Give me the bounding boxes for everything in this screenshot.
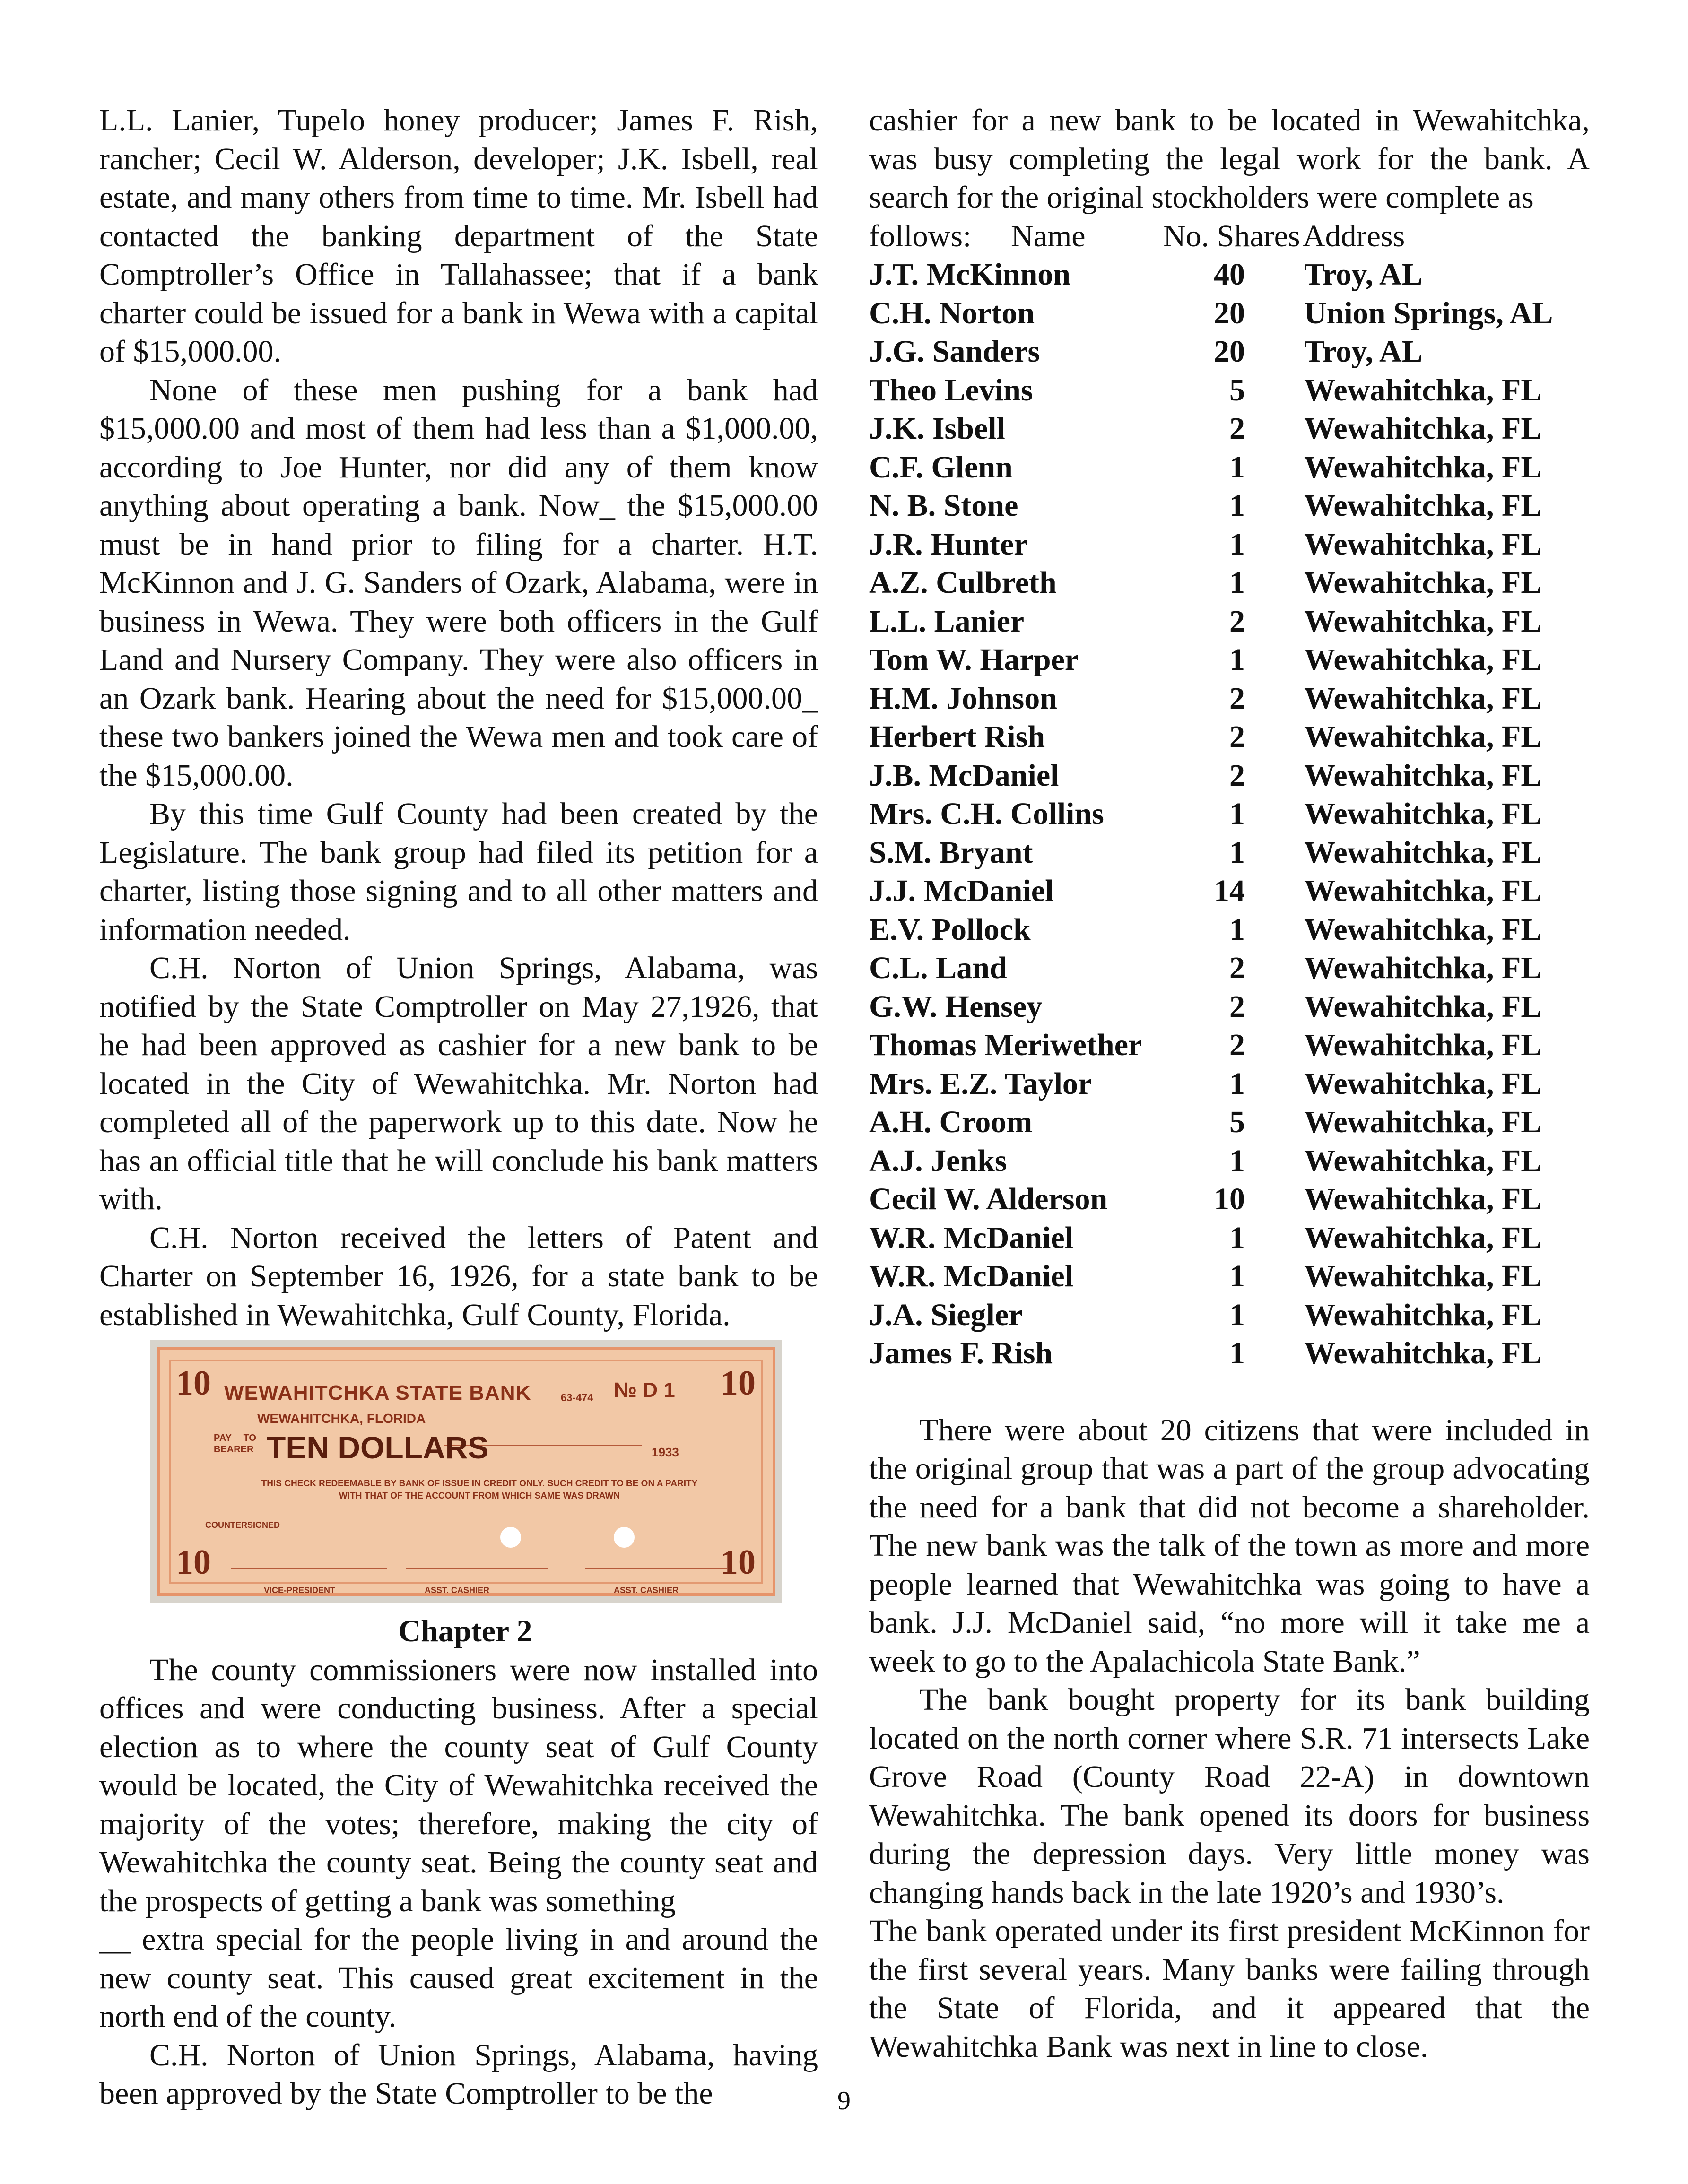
- shareholder-address: Wewahitchka, FL: [1304, 681, 1542, 716]
- shareholder-address: Wewahitchka, FL: [1304, 989, 1542, 1024]
- header-name: Name: [1011, 218, 1086, 253]
- shareholder-row: [869, 525, 1590, 564]
- note-year: 1933: [652, 1445, 679, 1459]
- paragraph: L.L. Lanier, Tupelo honey producer; James F. Rish, rancher; Cecil W. Alderson, developer; J.K. Isbell, real estate, and many others from time to time. Mr. Isbell had contacted the banking department of the State Comptroller’s Office in Tallahassee; that if a bank charter could be issued for a bank in Wewa with a capital of $15,000.00.: [99, 103, 818, 369]
- shareholder-address: Wewahitchka, FL: [1304, 835, 1542, 870]
- shareholder-address: Wewahitchka, FL: [1304, 450, 1542, 485]
- paragraph: __ extra special for the people living in and around the new county seat. This caused great excitement in the north end of the county.: [99, 1922, 818, 2034]
- shareholder-name: Theo Levins: [869, 373, 1033, 407]
- shareholder-name: A.Z. Culbreth: [869, 565, 1057, 600]
- shareholder-row: [869, 1296, 1590, 1335]
- shareholder-row: [869, 255, 1590, 294]
- corner-value-top-right: 10: [721, 1364, 756, 1403]
- shareholder-address: Wewahitchka, FL: [1304, 1143, 1542, 1178]
- shareholder-row: [869, 409, 1590, 448]
- shareholder-address: Troy, AL: [1304, 334, 1423, 369]
- corner-value-top-left: 10: [176, 1364, 211, 1403]
- signature-label: VICE-PRESIDENT: [264, 1586, 336, 1595]
- routing-number: 63-474: [561, 1392, 593, 1404]
- shareholder-row: [869, 1142, 1590, 1180]
- header-follows: follows:: [869, 218, 972, 253]
- paragraph: C.H. Norton of Union Springs, Alabama, having been approved by the State Comptroller to be the: [99, 2037, 818, 2111]
- signature-label: ASST. CASHIER: [425, 1586, 490, 1595]
- shareholder-name: J.G. Sanders: [869, 334, 1040, 369]
- shareholder-name: C.H. Norton: [869, 295, 1035, 330]
- serial-number: № D 1: [614, 1378, 675, 1402]
- bank-location: WEWAHITCHKA, FLORIDA: [257, 1411, 426, 1426]
- shareholder-shares: 5: [1229, 373, 1245, 407]
- shareholder-row: [869, 1334, 1590, 1373]
- shareholder-shares: 2: [1229, 951, 1245, 985]
- denomination: TEN DOLLARS: [267, 1430, 489, 1465]
- shareholder-name: L.L. Lanier: [869, 604, 1025, 639]
- shareholder-row: [869, 756, 1590, 795]
- shareholder-address: Wewahitchka, FL: [1304, 1297, 1542, 1332]
- shareholder-row: [869, 1219, 1590, 1257]
- shareholder-row: [869, 641, 1590, 679]
- shareholder-shares: 1: [1229, 1297, 1245, 1332]
- shareholder-row: [869, 679, 1590, 718]
- shareholder-shares: 10: [1214, 1182, 1245, 1216]
- paragraph: None of these men pushing for a bank had $15,000.00 and most of them had less than a $1,000.00, according to Joe Hunter, nor did any of them know anything about operating a bank. Now_ the $15,000.00 must be in hand prior to filing for a charter. H.T. McKinnon and J. G. Sanders of Ozark, Alabama, were in business in Wewa. They were both officers in the Gulf Land and Nursery Company. They were also officers in an Ozark bank. Hearing about the need for $15,000.00_ these two bankers joined the Wewa men and took care of the $15,000.00.: [99, 373, 818, 793]
- shareholder-address: Wewahitchka, FL: [1304, 642, 1542, 677]
- shareholder-row: [869, 332, 1590, 371]
- punch-hole: [614, 1527, 635, 1548]
- shareholder-name: N. B. Stone: [869, 488, 1018, 523]
- paragraph: The bank operated under its first president McKinnon for the first several years. Many banks were failing through the State of Florida, and it appeared that the Wewahitchka Bank was next in line to close.: [869, 1914, 1590, 2064]
- shareholder-shares: 1: [1229, 835, 1245, 870]
- shareholder-name: J.B. McDaniel: [869, 758, 1059, 793]
- paragraph: The bank bought property for its bank building located on the north corner where S.R. 71 intersects Lake Grove Road (County Road 22-A) in downtown Wewahitchka. The bank opened its doors for business during the depression days. Very little money was changing hands back in the late 1920’s and 1930’s.: [869, 1682, 1590, 1910]
- chapter-heading: Chapter 2: [398, 1614, 532, 1648]
- corner-value-bottom-left: 10: [176, 1543, 211, 1582]
- shareholder-shares: 2: [1229, 411, 1245, 446]
- paragraph: C.H. Norton of Union Springs, Alabama, was notified by the State Comptroller on May 27,1926, that he had been approved as cashier for a new bank to be located in the City of Wewahitchka. Mr. Norton had completed all of the paperwork up to this date. Now he has an official title that he will conclude his bank matters with.: [99, 951, 818, 1216]
- shareholder-name: J.J. McDaniel: [869, 874, 1054, 908]
- left-column: [99, 101, 818, 2113]
- shareholder-shares: 2: [1229, 604, 1245, 639]
- shareholder-address: Wewahitchka, FL: [1304, 565, 1542, 600]
- banknote-photo: [150, 1340, 782, 1603]
- shareholder-shares: 1: [1229, 1220, 1245, 1255]
- shareholder-shares: 1: [1229, 642, 1245, 677]
- shareholder-address: Wewahitchka, FL: [1304, 912, 1542, 947]
- fine-print-line: THIS CHECK REDEEMABLE BY BANK OF ISSUE IN CREDIT ONLY. SUCH CREDIT TO BE ON A PARITY: [261, 1479, 698, 1489]
- shareholder-shares: 1: [1229, 450, 1245, 485]
- shareholder-name: C.F. Glenn: [869, 450, 1013, 485]
- shareholder-name: Mrs. C.H. Collins: [869, 797, 1104, 831]
- pay-to-label: PAY TO BEARER: [214, 1433, 256, 1455]
- shareholder-row: [869, 602, 1590, 641]
- shareholder-address: Wewahitchka, FL: [1304, 1066, 1542, 1101]
- shareholder-row: [869, 486, 1590, 525]
- shareholder-row: [869, 988, 1590, 1026]
- shareholder-address: Wewahitchka, FL: [1304, 951, 1542, 985]
- shareholder-address: Wewahitchka, FL: [1304, 1182, 1542, 1216]
- signature-label: ASST. CASHIER: [614, 1586, 679, 1595]
- bank-name: WEWAHITCHKA STATE BANK: [224, 1381, 531, 1404]
- shareholder-name: A.J. Jenks: [869, 1143, 1007, 1178]
- shareholder-shares: 20: [1214, 295, 1245, 330]
- right-column: [869, 101, 1590, 2066]
- shareholder-name: J.R. Hunter: [869, 527, 1028, 562]
- shareholder-shares: 5: [1229, 1105, 1245, 1139]
- shareholder-shares: 1: [1229, 565, 1245, 600]
- shareholder-row: [869, 448, 1590, 487]
- paragraph: C.H. Norton received the letters of Patent and Charter on September 16, 1926, for a state bank to be established in Wewahitchka, Gulf County, Florida.: [99, 1220, 818, 1332]
- fine-print-line: WITH THAT OF THE ACCOUNT FROM WHICH SAME WAS DRAWN: [339, 1491, 620, 1501]
- shareholder-name: Herbert Rish: [869, 719, 1045, 754]
- page-number: 9: [837, 2086, 851, 2115]
- shareholder-name: G.W. Hensey: [869, 989, 1043, 1024]
- spacer: [869, 1373, 1590, 1411]
- signature-line: [231, 1568, 387, 1569]
- shareholder-name: James F. Rish: [869, 1336, 1053, 1370]
- shareholder-shares: 1: [1229, 1066, 1245, 1101]
- shareholder-address: Wewahitchka, FL: [1304, 1105, 1542, 1139]
- shareholder-name: J.K. Isbell: [869, 411, 1005, 446]
- shareholder-row: [869, 371, 1590, 410]
- shareholder-shares: 14: [1214, 874, 1245, 908]
- shareholder-row: [869, 910, 1590, 949]
- shareholder-shares: 2: [1229, 719, 1245, 754]
- shareholder-address: Wewahitchka, FL: [1304, 719, 1542, 754]
- paragraph: cashier for a new bank to be located in Wewahitchka, was busy completing the legal work for the bank. A search for the original stockholders were complete as: [869, 103, 1590, 215]
- corner-value-bottom-right: 10: [721, 1543, 756, 1582]
- shareholder-shares: 2: [1229, 989, 1245, 1024]
- shareholder-shares: 20: [1214, 334, 1245, 369]
- shareholder-shares: 2: [1229, 681, 1245, 716]
- shareholder-address: Wewahitchka, FL: [1304, 488, 1542, 523]
- shareholder-shares: 1: [1229, 912, 1245, 947]
- fine-print: [219, 1478, 740, 1502]
- shareholder-address: Wewahitchka, FL: [1304, 758, 1542, 793]
- shareholder-row: [869, 949, 1590, 988]
- shareholder-shares: 1: [1229, 797, 1245, 831]
- shareholder-row: [869, 1065, 1590, 1103]
- punch-hole: [500, 1527, 521, 1548]
- shareholder-name: W.R. McDaniel: [869, 1220, 1074, 1255]
- shareholder-name: C.L. Land: [869, 951, 1007, 985]
- signature-line: [406, 1568, 548, 1569]
- shareholder-shares: 1: [1229, 527, 1245, 562]
- shareholder-address: Wewahitchka, FL: [1304, 527, 1542, 562]
- shareholder-table-header: [869, 217, 1590, 256]
- countersigned-label: COUNTERSIGNED: [205, 1520, 280, 1530]
- shareholder-shares: 40: [1214, 257, 1245, 292]
- banknote-face: [157, 1347, 775, 1596]
- paragraph: There were about 20 citizens that were included in the original group that was a part of the group advocating the need for a bank that did not become a shareholder. The new bank was the talk of the town as more and more people learned that Wewahitchka was going to have a bank. J.J. McDaniel said, “no more will it take me a week to go to the Apalachicola State Bank.”: [869, 1413, 1590, 1679]
- shareholder-row: [869, 872, 1590, 910]
- shareholder-name: Tom W. Harper: [869, 642, 1079, 677]
- shareholder-name: S.M. Bryant: [869, 835, 1033, 870]
- shareholder-address: Wewahitchka, FL: [1304, 1259, 1542, 1293]
- shareholder-shares: 1: [1229, 1336, 1245, 1370]
- shareholder-row: [869, 1026, 1590, 1065]
- shareholder-name: Cecil W. Alderson: [869, 1182, 1108, 1216]
- shareholder-name: A.H. Croom: [869, 1105, 1033, 1139]
- shareholder-shares: 1: [1229, 1259, 1245, 1293]
- shareholder-row: [869, 718, 1590, 756]
- shareholder-address: Wewahitchka, FL: [1304, 604, 1542, 639]
- shareholder-row: [869, 1257, 1590, 1296]
- shareholder-address: Wewahitchka, FL: [1304, 1220, 1542, 1255]
- shareholder-address: Troy, AL: [1304, 257, 1423, 292]
- shareholder-address: Wewahitchka, FL: [1304, 373, 1542, 407]
- shareholder-name: J.A. Siegler: [869, 1297, 1023, 1332]
- shareholder-row: [869, 294, 1590, 333]
- shareholder-row: [869, 833, 1590, 872]
- shareholder-shares: 1: [1229, 1143, 1245, 1178]
- shareholder-name: J.T. McKinnon: [869, 257, 1071, 292]
- shareholder-name: Thomas Meriwether: [869, 1028, 1142, 1062]
- shareholder-name: E.V. Pollock: [869, 912, 1031, 947]
- paragraph: The county commissioners were now installed into offices and were conducting business. After a special election as to where the county seat of Gulf County would be located, the City of Wewahitchka received the majority of the votes; therefore, making the city of Wewahitchka the county seat. Being the county seat and the prospects of getting a bank was something: [99, 1652, 818, 1918]
- shareholder-shares: 2: [1229, 758, 1245, 793]
- shareholder-address: Union Springs, AL: [1304, 295, 1553, 330]
- header-address: Address: [1303, 218, 1405, 253]
- shareholder-address: Wewahitchka, FL: [1304, 1028, 1542, 1062]
- shareholder-table: [869, 255, 1590, 1373]
- paragraph: By this time Gulf County had been created by the Legislature. The bank group had filed its petition for a charter, listing those signing and to all other matters and information needed.: [99, 797, 818, 947]
- shareholder-row: [869, 1103, 1590, 1142]
- shareholder-shares: 1: [1229, 488, 1245, 523]
- shareholder-row: [869, 795, 1590, 833]
- shareholder-name: H.M. Johnson: [869, 681, 1057, 716]
- shareholder-address: Wewahitchka, FL: [1304, 874, 1542, 908]
- shareholder-name: Mrs. E.Z. Taylor: [869, 1066, 1092, 1101]
- signature-line: [585, 1568, 727, 1569]
- shareholder-name: W.R. McDaniel: [869, 1259, 1074, 1293]
- shareholder-address: Wewahitchka, FL: [1304, 797, 1542, 831]
- shareholder-address: Wewahitchka, FL: [1304, 411, 1542, 446]
- shareholder-shares: 2: [1229, 1028, 1245, 1062]
- shareholder-row: [869, 563, 1590, 602]
- shareholder-row: [869, 1180, 1590, 1219]
- header-shares: No. Shares: [1163, 218, 1300, 253]
- shareholder-address: Wewahitchka, FL: [1304, 1336, 1542, 1370]
